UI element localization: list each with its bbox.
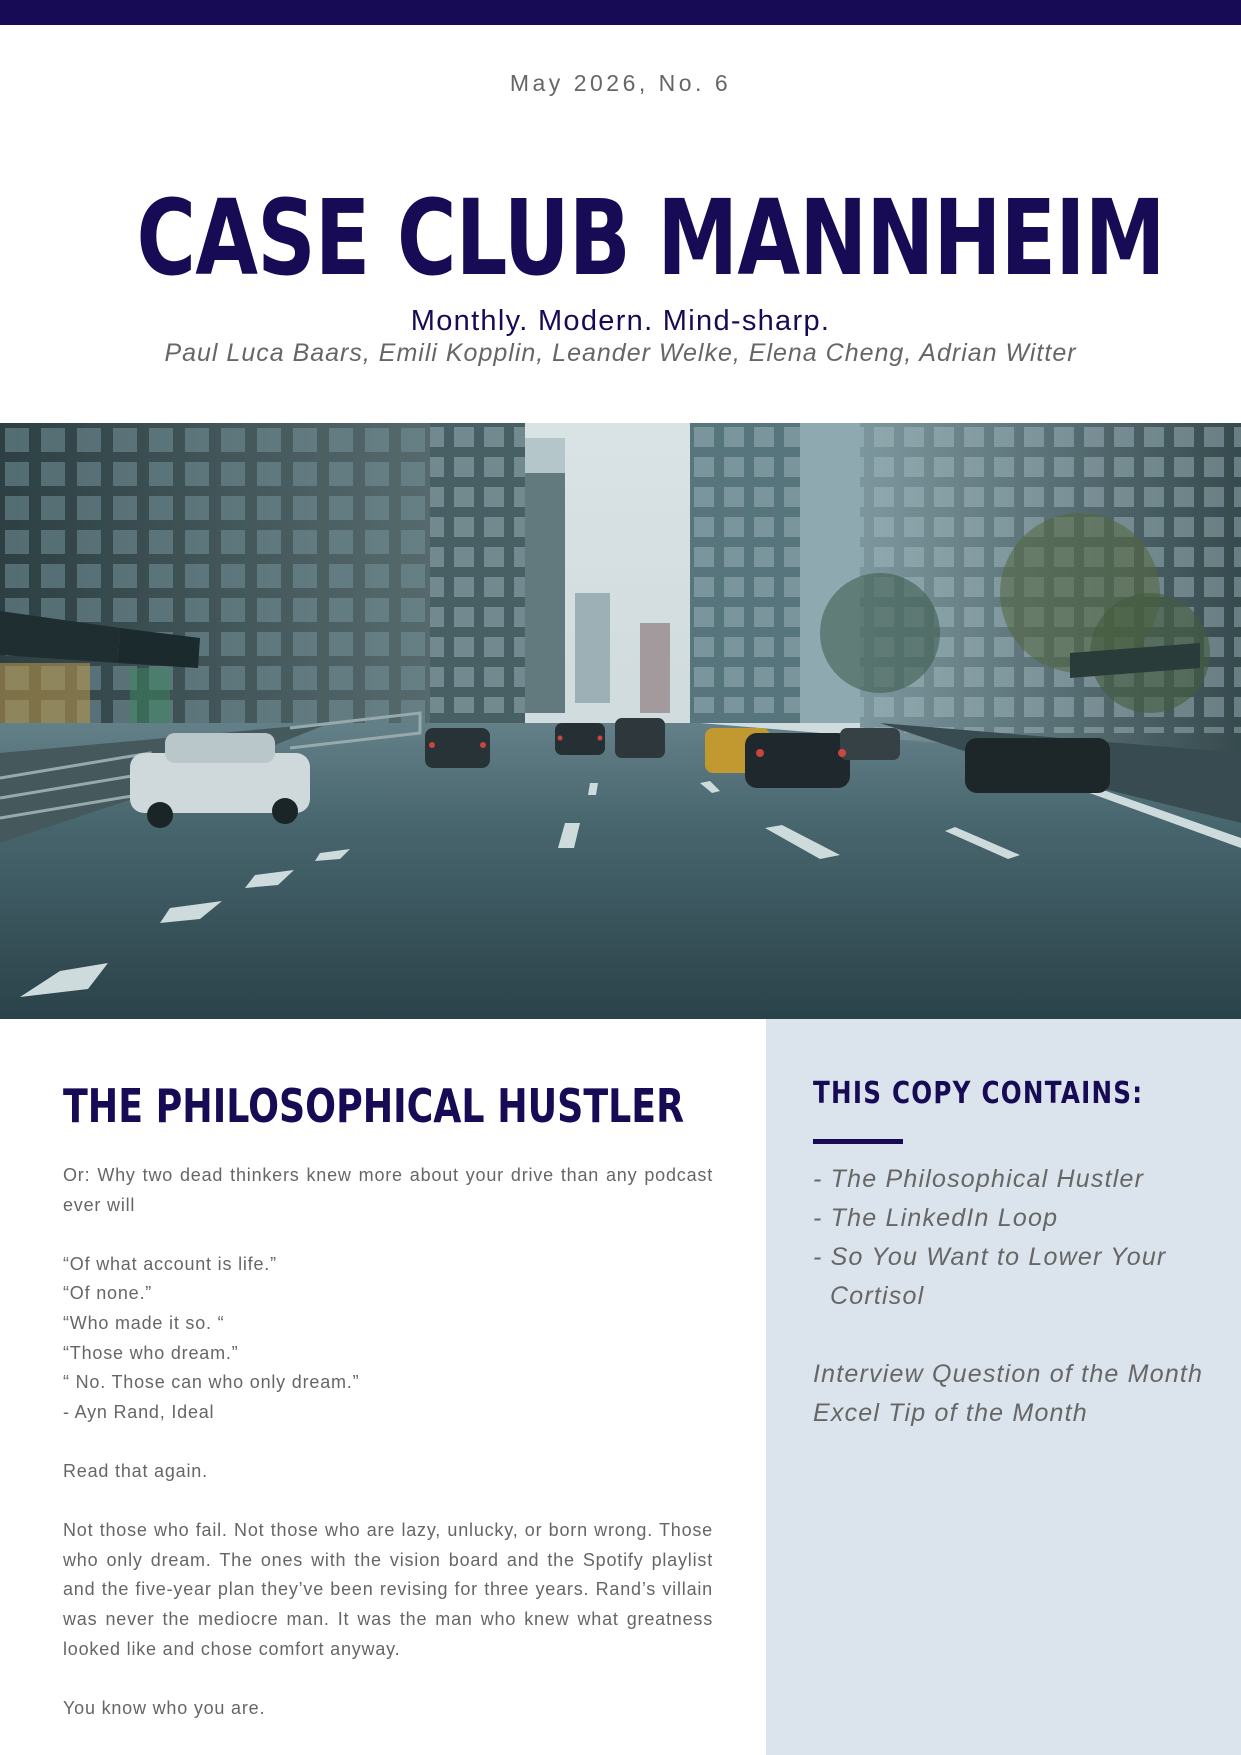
heading-rule	[813, 1139, 903, 1144]
paragraph: You know who you are.	[63, 1697, 266, 1718]
article-body	[63, 1161, 713, 1723]
quote-line: “Those who dream.”	[63, 1342, 239, 1363]
quote-attribution: - Ayn Rand, Ideal	[63, 1401, 215, 1422]
authors: Paul Luca Baars, Emili Kopplin, Leander Welke, Elena Cheng, Adrian Witter	[164, 339, 1077, 367]
quote-line: “Of none.”	[63, 1283, 153, 1304]
tagline: Monthly. Modern. Mind-sharp.	[410, 305, 831, 337]
article-subtitle: Or: Why two dead thinkers knew more about your drive than any podcast ever will	[63, 1165, 713, 1215]
contents-extra: Excel Tip of the Month	[813, 1399, 1088, 1427]
quote-line: “Who made it so. “	[63, 1312, 225, 1333]
top-bar	[0, 0, 1241, 25]
contents-extra: Interview Question of the Month	[813, 1360, 1204, 1388]
quote-line: “ No. Those can who only dream.”	[63, 1372, 360, 1393]
contents-list	[813, 1160, 1223, 1433]
contents-item: - The LinkedIn Loop	[813, 1204, 1059, 1232]
newsletter-title: CASE CLUB MANNHEIM	[136, 177, 1165, 299]
contents-heading: THIS COPY CONTAINS:	[813, 1076, 1144, 1111]
city-street-photo	[0, 423, 1241, 1019]
article-title: THE PHILOSOPHICAL HUSTLER	[63, 1079, 685, 1133]
contents-item: - The Philosophical Hustler	[813, 1165, 1145, 1193]
quote-line: “Of what account is life.”	[63, 1253, 277, 1274]
issue-date: May 2026, No. 6	[509, 70, 732, 96]
contents-item: - So You Want to Lower Your Cortisol	[813, 1243, 1167, 1310]
paragraph: Not those who fail. Not those who are lazy, unlucky, or born wrong. Those who only dream. The ones with the vision board and the Spotify playlist and the five-year plan they’ve been revising for three years. Rand’s villain was never the mediocre man. It was the man who knew what greatness looked like and chose comfort anyway.	[63, 1520, 713, 1659]
paragraph: Read that again.	[63, 1460, 208, 1481]
